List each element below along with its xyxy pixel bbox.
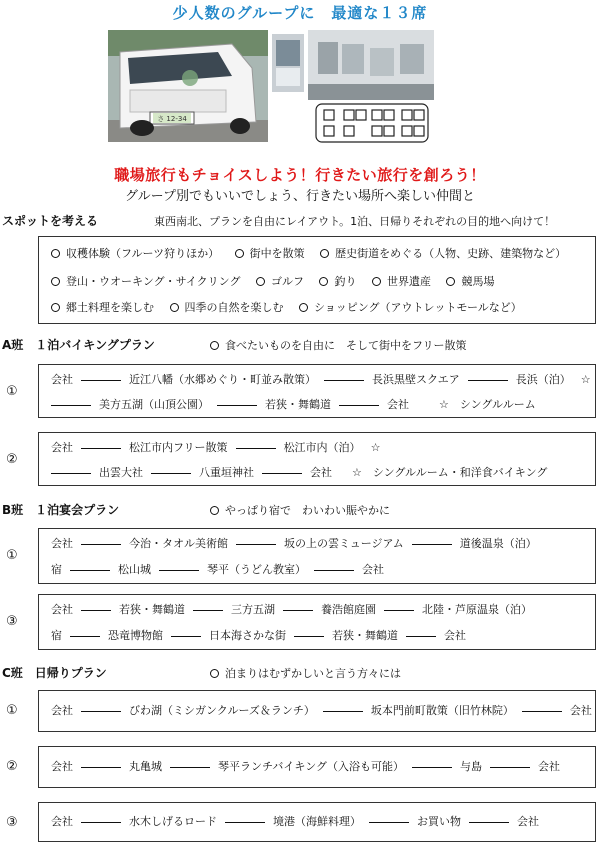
plan-a2-row-1: 会社 松江市内フリー散策 松江市内（泊） ☆ xyxy=(51,441,381,454)
circle-icon xyxy=(210,669,219,678)
section-a-title: A班 １泊バイキングプラン xyxy=(2,338,155,352)
plan-c2-row-1: 会社 丸亀城 琴平ランチバイキング（入浴も可能） 与島 会社 xyxy=(51,760,561,773)
spot-option: ゴルフ xyxy=(270,275,304,288)
circle-icon xyxy=(299,303,308,312)
circle-icon xyxy=(235,249,244,258)
circle-icon xyxy=(51,303,60,312)
plan-b2-box xyxy=(38,594,596,650)
section-b-note: やっぱり宿で わいわい賑やかに xyxy=(210,502,390,518)
spot-option: 釣り xyxy=(334,275,357,288)
spot-option: 収穫体験（フルーツ狩りほか） xyxy=(66,247,220,260)
spot-options-box xyxy=(38,236,596,324)
plan-a1-number: ① xyxy=(6,384,18,399)
section-c-title: C班 日帰りプラン xyxy=(2,666,107,680)
spot-option: 登山・ウオーキング・サイクリング xyxy=(66,275,241,288)
circle-icon xyxy=(319,277,328,286)
circle-icon xyxy=(51,249,60,258)
plan-c1-box xyxy=(38,690,596,732)
circle-icon xyxy=(210,341,219,350)
top-title: 少人数のグループに 最適な１３席 xyxy=(172,4,428,22)
plan-c3-number: ③ xyxy=(6,815,18,830)
plan-b1-number: ① xyxy=(6,548,18,563)
spot-option: 郷土料理を楽しむ xyxy=(66,301,154,314)
spot-option: 四季の自然を楽しむ xyxy=(184,301,284,314)
spot-row-2 xyxy=(51,275,494,289)
section-a-note: 食べたいものを自由に そして街中をフリー散策 xyxy=(210,337,467,353)
plan-b1-row-2: 宿 松山城 琴平（うどん教室） 会社 xyxy=(51,563,384,576)
circle-icon xyxy=(320,249,329,258)
spot-option: 競馬場 xyxy=(461,275,495,288)
van-exterior-photo xyxy=(108,30,268,142)
spot-option: 歴史街道をめぐる（人物、史跡、建築物など） xyxy=(335,247,567,260)
plan-a2-box xyxy=(38,432,596,486)
van-interior-photo xyxy=(308,30,434,100)
plan-a1-note: ☆ シングルルーム xyxy=(439,398,536,411)
circle-icon xyxy=(51,277,60,286)
star-icon: ☆ xyxy=(370,441,381,454)
star-icon: ☆ xyxy=(580,373,591,386)
plan-b2-row-2: 宿 恐竜博物館 日本海さかな街 若狭・舞鶴道 会社 xyxy=(51,629,466,642)
spot-row-1 xyxy=(51,247,566,261)
plan-b1-box xyxy=(38,528,596,584)
spot-label: スポットを考える xyxy=(2,214,99,228)
plan-a1-row-2: 美方五湖（山頂公園） 若狭・舞鶴道 会社 ☆ シングルルーム xyxy=(51,398,536,412)
plan-c1-row-1: 会社 びわ湖（ミシガンクルーズ＆ランチ） 坂本門前町散策（旧竹林院） 会社 xyxy=(51,704,592,717)
plan-a2-number: ② xyxy=(6,452,18,467)
subline: グループ別でもいいでしょう、行きたい場所へ楽しい仲間と xyxy=(125,189,475,204)
vehicle-photos xyxy=(0,24,600,144)
plan-a2-row-2: 出雲大社 八重垣神社 会社 ☆ シングルルーム・和洋食バイキング xyxy=(51,466,547,480)
circle-icon xyxy=(372,277,381,286)
section-c-note: 泊まりはむずかしいと言う方々には xyxy=(210,665,401,681)
plan-b2-number: ③ xyxy=(6,614,18,629)
seat-layout-diagram xyxy=(316,104,428,142)
plan-c3-row-1: 会社 水木しげるロード 境港（海鮮料理） お買い物 会社 xyxy=(51,815,539,828)
circle-icon xyxy=(446,277,455,286)
circle-icon xyxy=(170,303,179,312)
spot-option: ショッピング（アウトレットモールなど） xyxy=(314,301,522,314)
circle-icon xyxy=(256,277,265,286)
spot-description: 東西南北、プランを自由にレイアウト。1泊、日帰りそれぞれの目的地へ向けて！ xyxy=(154,215,556,228)
van-window-photo xyxy=(272,34,304,92)
plan-c1-number: ① xyxy=(6,703,18,718)
plan-a1-box xyxy=(38,364,596,418)
plan-a1-row-1: 会社 近江八幡（水郷めぐり・町並み散策） 長浜黒壁スクエア 長浜（泊） ☆ xyxy=(51,373,591,386)
plan-b1-row-1: 会社 今治・タオル美術館 坂の上の雲ミュージアム 道後温泉（泊） xyxy=(51,537,537,550)
section-b-title: B班 １泊宴会プラン xyxy=(2,503,120,517)
headline: 職場旅行もチョイスしよう！行きたい旅行を創ろう！ xyxy=(114,166,486,184)
license-plate: さ 12-34 xyxy=(157,115,187,123)
plan-b2-row-1: 会社 若狭・舞鶴道 三方五湖 養浩館庭園 北陸・芦原温泉（泊） xyxy=(51,603,532,616)
spot-option: 街中を散策 xyxy=(249,247,305,260)
spot-row-3 xyxy=(51,301,522,315)
plan-c2-box xyxy=(38,746,596,788)
plan-a2-note: ☆ シングルルーム・和洋食バイキング xyxy=(352,466,548,479)
plan-c2-number: ② xyxy=(6,759,18,774)
circle-icon xyxy=(210,506,219,515)
plan-c3-box xyxy=(38,802,596,842)
spot-option: 世界遺産 xyxy=(386,275,431,288)
